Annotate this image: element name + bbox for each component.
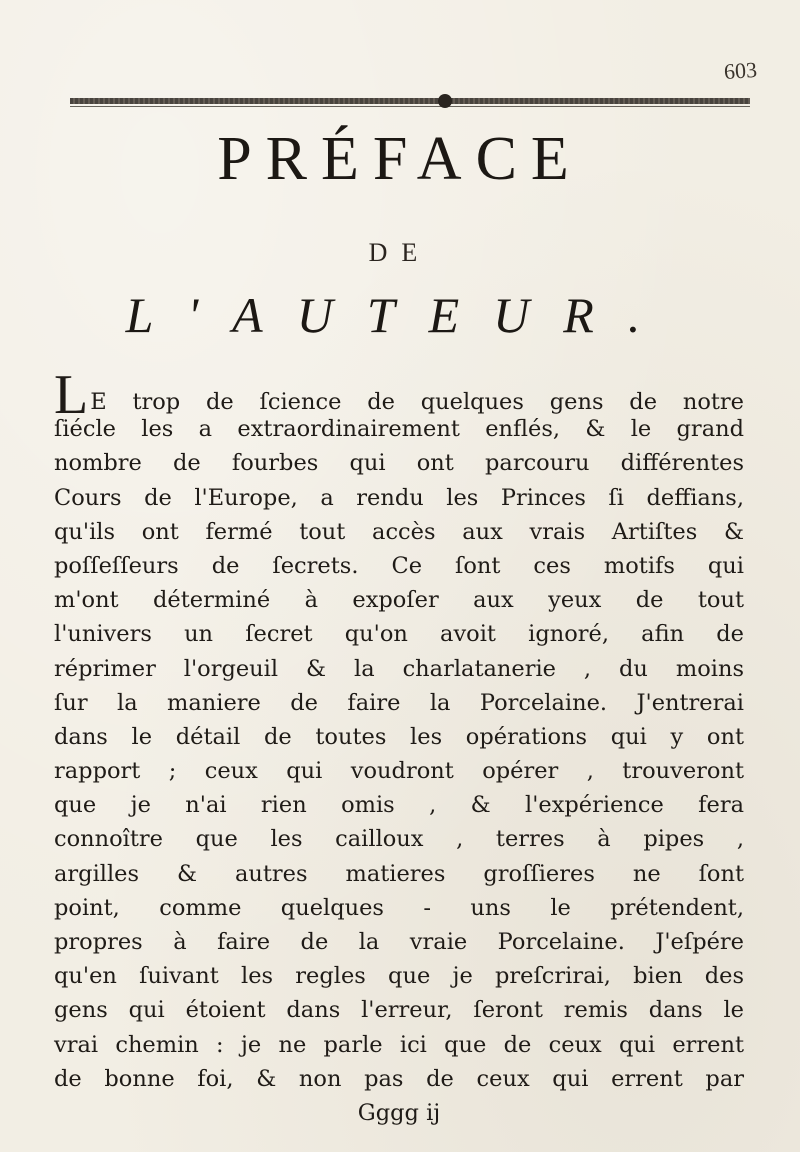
text-line: que je n'ai rien omis , & l'expérience fera [54, 792, 744, 819]
ornamental-rule [70, 96, 750, 108]
text-line: qu'ils ont fermé tout accès aux vrais Artiſtes & [54, 518, 744, 545]
ornament-center-icon [438, 94, 452, 108]
title-author: L'AUTEUR. [125, 287, 675, 343]
text-line: l'univers un ſecret qu'on avoit ignoré, afin de [54, 621, 744, 648]
text-line: réprimer l'orgeuil & la charlatanerie , du moins [54, 655, 744, 682]
text-line: Cours de l'Europe, a rendu les Princes ſi deffians, [54, 484, 744, 511]
page-number: 603 [723, 56, 758, 85]
text-line: point, comme quelques - uns le prétendent, [54, 894, 744, 921]
text-line [54, 364, 744, 426]
text-line: nombre de fourbes qui ont parcouru différentes [54, 450, 744, 477]
text-line-content: E trop de ſcience de quelques gens de notre [90, 389, 744, 415]
text-line: propres à faire de la vraie Porcelaine. J'eſpére [54, 929, 744, 955]
ornament-thin-line [70, 106, 750, 107]
title-preposition: DE [368, 238, 432, 267]
text-line: connoître que les cailloux , terres à pipes , [54, 826, 744, 853]
preface-paragraph [54, 364, 744, 1130]
text-line: dans le détail de toutes les opérations qui y ont [54, 723, 744, 750]
text-line: m'ont déterminé à expoſer aux yeux de tout [54, 587, 744, 614]
drop-cap: L [54, 364, 89, 426]
ornament-band [70, 98, 750, 104]
text-line: vrai chemin : je ne parle ici que de ceux qui errent [54, 1031, 744, 1058]
text-line: qu'en ſuivant les regles que je preſcrirai, bien des [54, 963, 744, 990]
text-line: rapport ; ceux qui voudront opérer , trouveront [54, 758, 744, 785]
text-line: argilles & autres matieres groſſieres ne ſont [54, 860, 744, 887]
text-line: gens qui étoient dans l'erreur, ſeront remis dans le [54, 997, 744, 1024]
preface-title: PRÉFACE [217, 125, 583, 193]
signature-mark-text: Gggg ij [357, 1099, 441, 1126]
text-line: poſſeſſeurs de ſecrets. Ce ſont ces motifs qui [54, 552, 744, 579]
text-line: ſur la maniere de faire la Porcelaine. J'entrerai [54, 689, 744, 716]
text-line: ſiécle les a extraordinairement enflés, & le grand [54, 416, 744, 443]
signature-mark [54, 1096, 744, 1130]
text-line: de bonne foi, & non pas de ceux qui errent par [54, 1065, 744, 1092]
